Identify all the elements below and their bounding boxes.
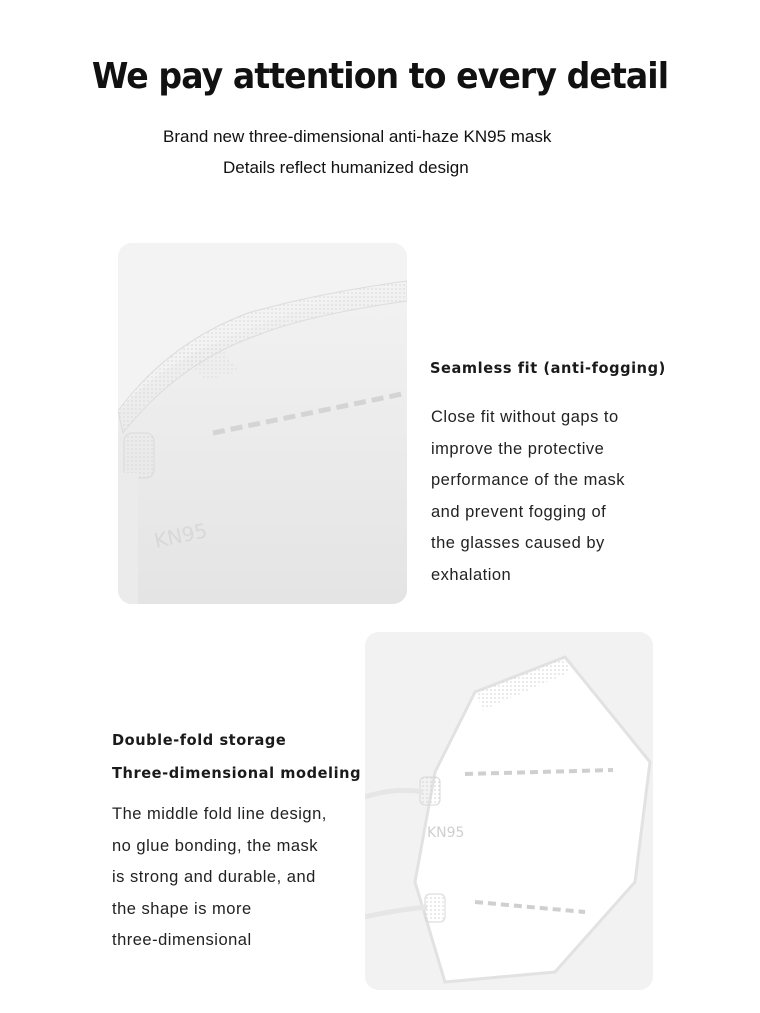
feature1-line: improve the protective xyxy=(431,439,605,458)
feature1-line: and prevent fogging of xyxy=(431,502,607,521)
feature1-line: the glasses caused by xyxy=(431,534,605,553)
feature1-heading: Seamless fit (anti-fogging) xyxy=(430,359,666,377)
kn95-emboss-2: KN95 xyxy=(427,825,465,841)
mask-closeup-photo xyxy=(118,243,407,604)
page-title: We pay attention to every detail xyxy=(91,56,669,97)
subtitle-line-2: Details reflect humanized design xyxy=(223,158,469,177)
feature2-line: is strong and durable, and xyxy=(112,868,316,887)
feature1-line: exhalation xyxy=(431,565,512,584)
feature1-line: performance of the mask xyxy=(431,471,625,490)
feature1-line: Close fit without gaps to xyxy=(431,408,619,426)
feature2-line: three-dimensional xyxy=(112,931,252,950)
feature2-line: no glue bonding, the mask xyxy=(112,836,319,855)
feature2-heading-2: Three-dimensional modeling xyxy=(112,764,362,782)
kn95-emboss-1: KN95 xyxy=(152,518,210,553)
feature1-description xyxy=(431,402,625,592)
feature2-line: The middle fold line design, xyxy=(112,805,327,823)
folded-mask-photo xyxy=(365,632,653,990)
feature2-line: the shape is more xyxy=(112,899,252,918)
subtitle-line-1: Brand new three-dimensional anti-haze KN95 mask xyxy=(163,127,552,146)
feature2-heading-1: Double-fold storage xyxy=(112,731,287,749)
feature2-description xyxy=(112,799,327,957)
